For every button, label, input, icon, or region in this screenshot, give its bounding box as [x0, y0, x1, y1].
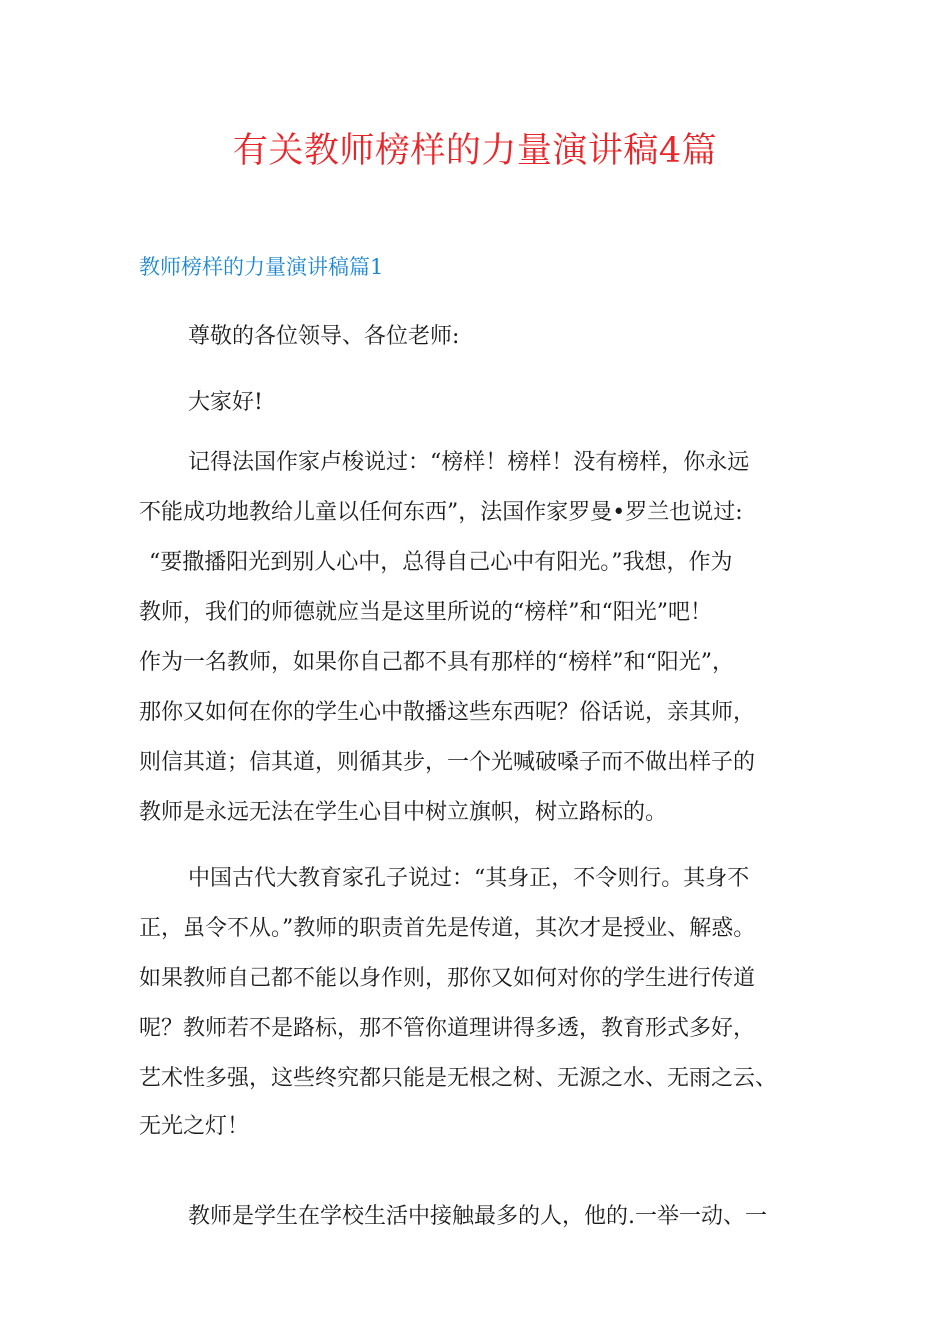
- paragraph-line: 那你又如何在你的学生心中散播这些东西呢？俗话说，亲其师，: [139, 700, 756, 725]
- paragraph-line: 作为一名教师，如果你自己都不具有那样的“榜样”和“阳光”，: [139, 650, 734, 675]
- paragraph-line: 记得法国作家卢梭说过：“榜样！榜样！没有榜样，你永远: [188, 450, 750, 475]
- paragraph-line: 中国古代大教育家孔子说过：“其身正，不令则行。其身不: [188, 866, 750, 891]
- document-title: 有关教师榜样的力量演讲稿4篇: [232, 131, 718, 171]
- paragraph-line: 无光之灯！: [139, 1114, 250, 1139]
- paragraph-line: 呢？教师若不是路标，那不管你道理讲得多透，教育形式多好，: [139, 1016, 756, 1041]
- paragraph-line: “要撒播阳光到别人心中，总得自己心中有阳光。”我想，作为: [149, 550, 733, 575]
- section-heading: 教师榜样的力量演讲稿篇1: [139, 255, 384, 279]
- paragraph-line: 教师是永远无法在学生心目中树立旗帜，树立路标的。: [139, 800, 668, 825]
- greeting-line: 大家好!: [188, 390, 263, 415]
- salutation-line: 尊敬的各位领导、各位老师:: [188, 324, 460, 349]
- paragraph-line: 教师，我们的师德就应当是这里所说的“榜样”和“阳光”吧！: [139, 600, 712, 625]
- paragraph-line: 如果教师自己都不能以身作则，那你又如何对你的学生进行传道: [139, 966, 756, 991]
- paragraph-line: 不能成功地教给儿童以任何东西”，法国作家罗曼•罗兰也说过:: [139, 500, 743, 525]
- paragraph-line: 正，虽令不从。”教师的职责首先是传道，其次才是授业、解惑。: [139, 916, 756, 941]
- paragraph-line: 艺术性多强，这些终究都只能是无根之树、无源之水、无雨之云、: [139, 1066, 778, 1091]
- paragraph-line: 则信其道；信其道，则循其步，一个光喊破嗓子而不做出样子的: [139, 750, 756, 775]
- paragraph-line: 教师是学生在学校生活中接触最多的人，他的.一举一动、一: [188, 1204, 767, 1229]
